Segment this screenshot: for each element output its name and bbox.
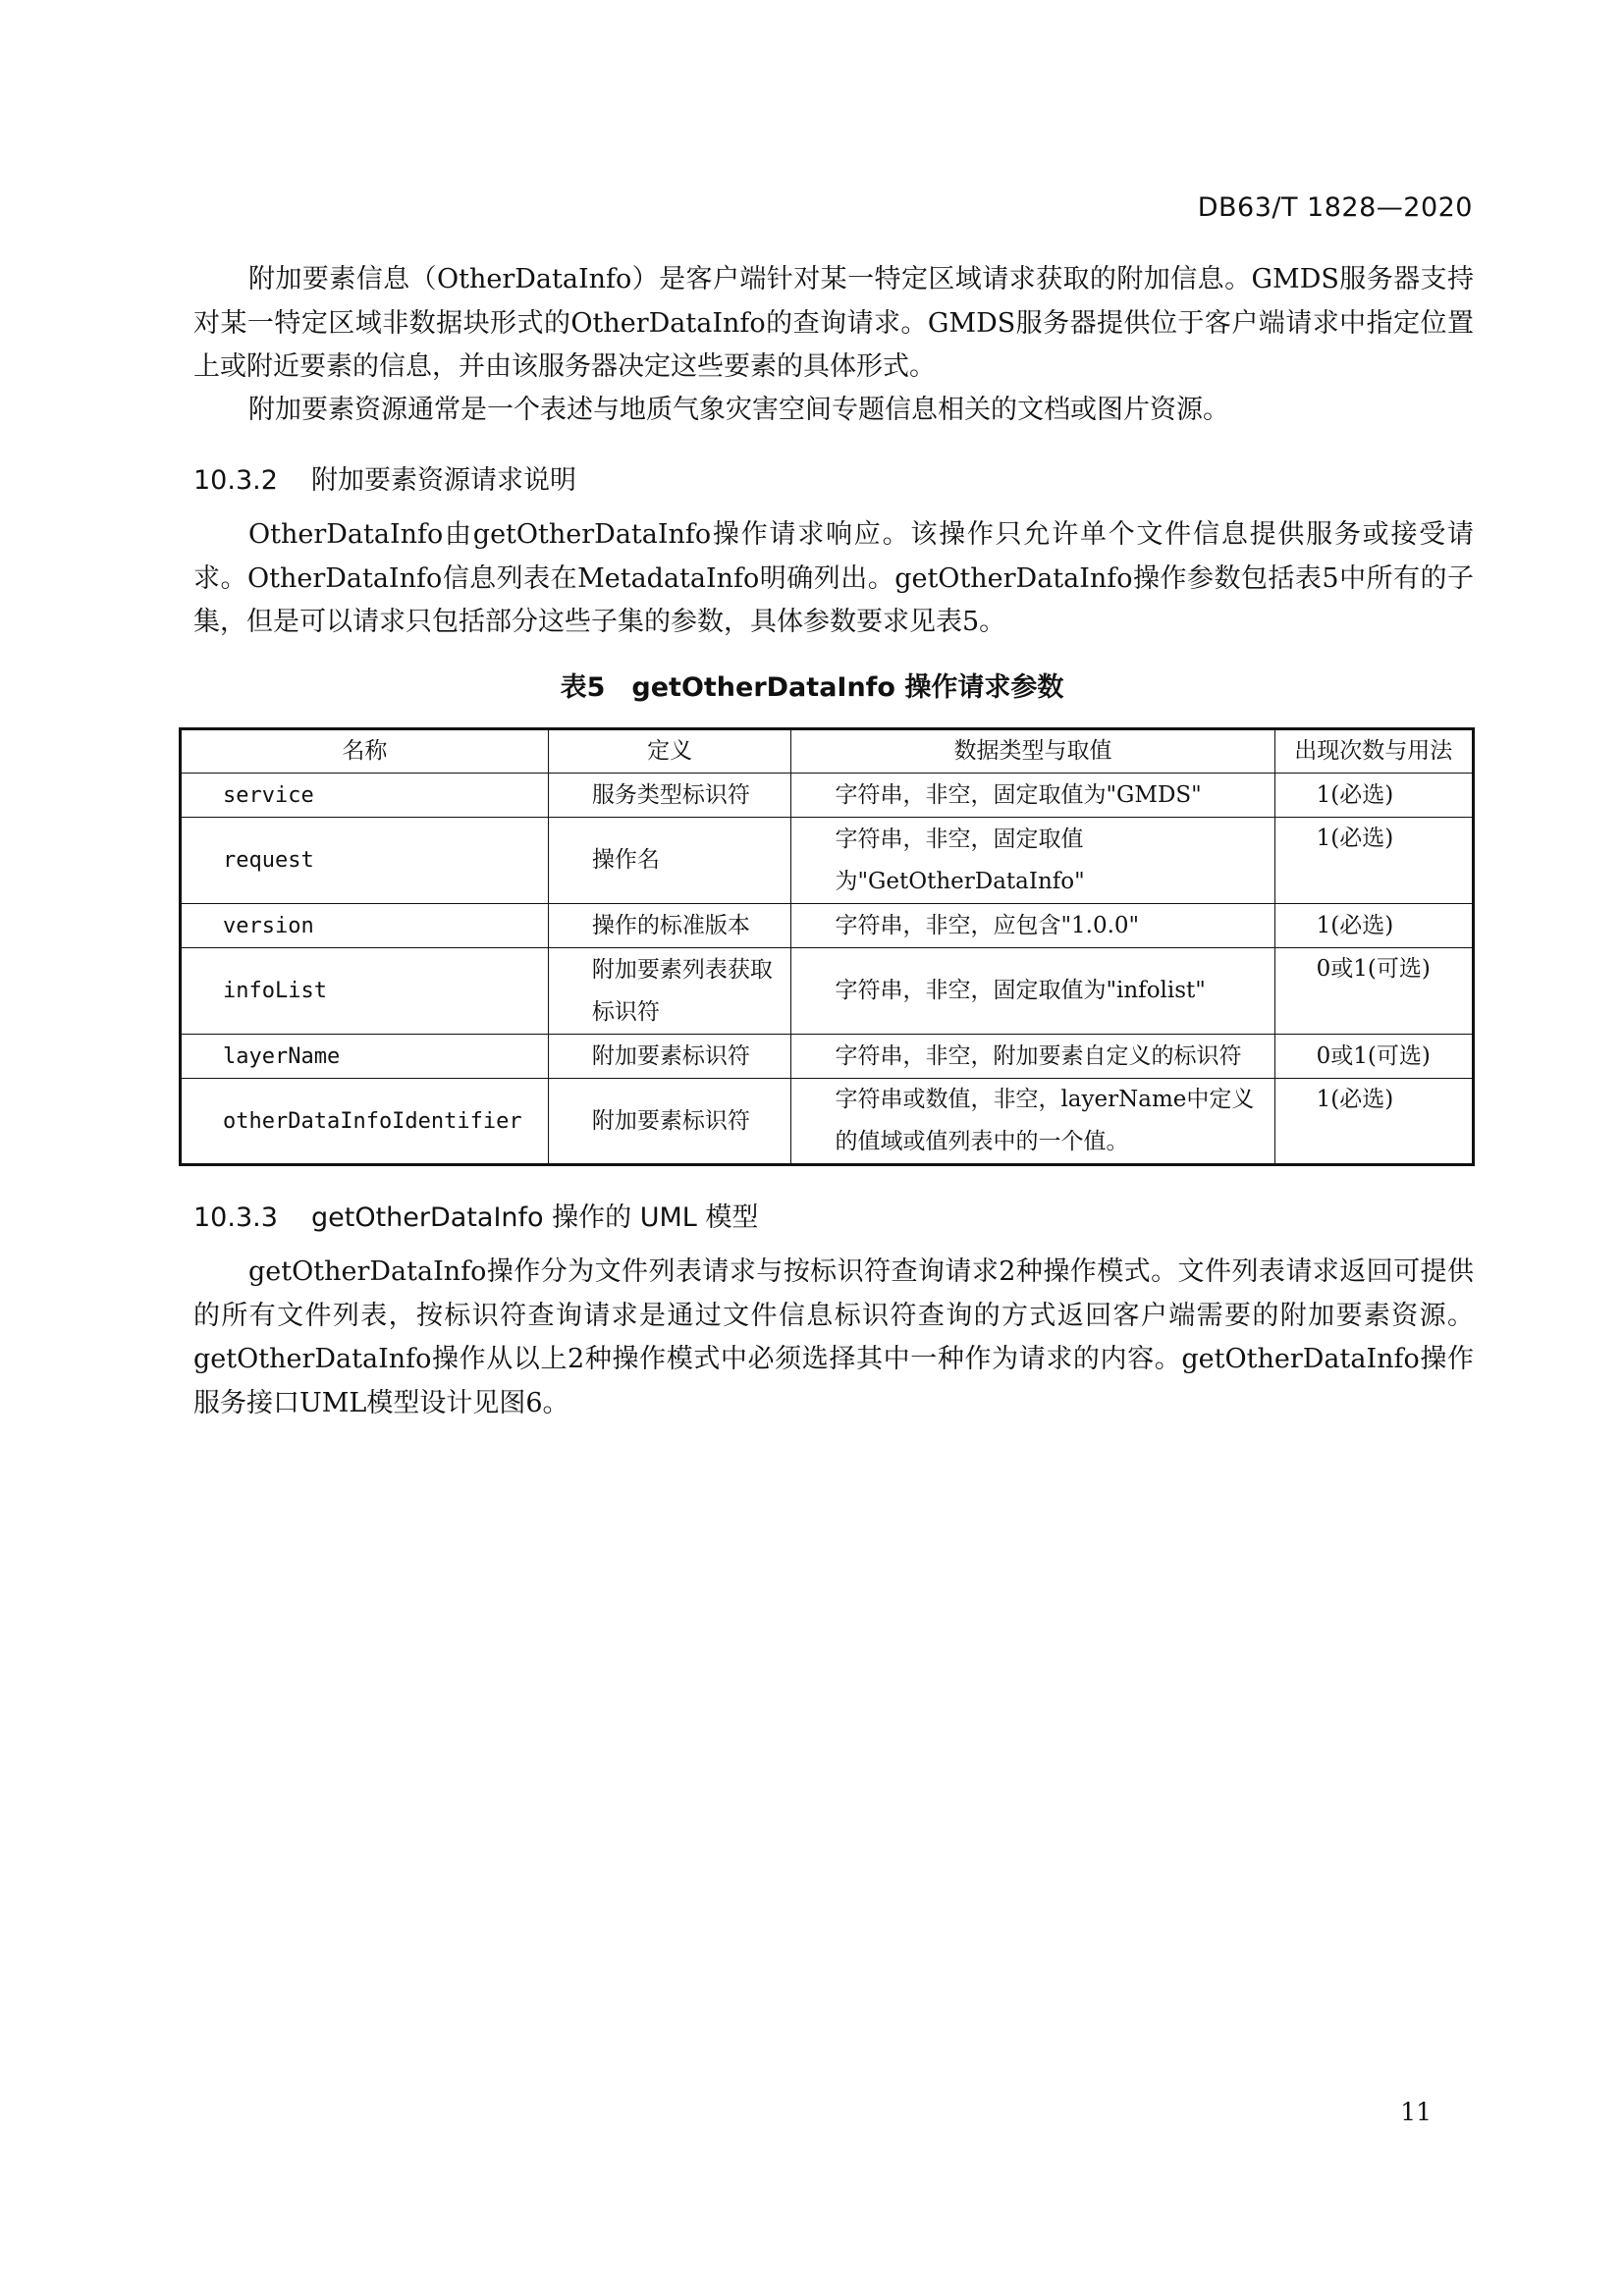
paragraph-uml-desc: getOtherDataInfo操作分为文件列表请求与按标识符查询请求2种操作模式。文件列表请求返回可提供的所有文件列表，按标识符查询请求是通过文件信息标识符查询的方式返回客户端需要的附加要素资源。getOtherDataInfo操作从以上2种操作模式中必须选择其中一种作为请求的内容。getOtherDataInfo操作服务接口UML模型设计见图6。 [193,1256,1474,1418]
table-cell: 附加要素标识符 [548,1079,791,1165]
paragraph-otherdatainfo-intro: 附加要素信息（OtherDataInfo）是客户端针对某一特定区域请求获取的附加信息。GMDS服务器支持对某一特定区域非数据块形式的OtherDataInfo的查询请求。GMDS服务器提供位于客户端请求中指定位置上或附近要素的信息，并由该服务器决定这些要素的具体形式。 [193,264,1474,382]
document-code: DB63/T 1828—2020 [1197,192,1473,223]
table-cell: 0或1(可选) [1274,1035,1473,1079]
table-header-cell: 名称 [181,729,549,774]
paragraph-resource-desc: 附加要素资源通常是一个表述与地质气象灾害空间专题信息相关的文档或图片资源。 [248,395,1229,425]
page-number: 11 [1400,2098,1432,2126]
table-cell: 操作的标准版本 [548,904,791,948]
parameter-table [179,727,1475,1166]
section-number: 10.3.2 [193,465,278,496]
table-cell: 字符串，非空，附加要素自定义的标识符 [791,1035,1274,1079]
section-heading-10-3-3 [193,1196,758,1234]
table-cell: 附加要素列表获取标识符 [548,948,791,1035]
table-cell: 1(必选) [1274,904,1473,948]
table-header-cell: 定义 [548,729,791,774]
table-cell: 字符串或数值，非空，layerName中定义的值域或值列表中的一个值。 [791,1079,1274,1165]
table-cell: service [181,774,549,818]
table-caption: 表5 getOtherDataInfo 操作请求参数 [560,672,1064,703]
table-cell: 0或1(可选) [1274,948,1473,1035]
paragraph-request-desc: OtherDataInfo由getOtherDataInfo操作请求响应。该操作只允许单个文件信息提供服务或接受请求。OtherDataInfo信息列表在MetadataInfo明确列出。getOtherDataInfo操作参数包括表5中所有的子集，但是可以请求只包括部分这些子集的参数，具体参数要求见表5。 [193,519,1474,637]
table-cell: layerName [181,1035,549,1079]
table-cell: 字符串，非空，固定取值为"GetOtherDataInfo" [791,818,1274,904]
table-row [181,1079,1474,1165]
table-header-cell: 出现次数与用法 [1274,729,1473,774]
table-row [181,1035,1474,1079]
table-cell: 操作名 [548,818,791,904]
section-title: 附加要素资源请求说明 [311,465,576,496]
section-title: getOtherDataInfo 操作的 UML 模型 [311,1202,759,1233]
table-cell: 1(必选) [1274,818,1473,904]
table-row [181,774,1474,818]
table-cell: request [181,818,549,904]
section-heading-10-3-2 [193,458,576,497]
table-cell: 1(必选) [1274,1079,1473,1165]
table-cell: 附加要素标识符 [548,1035,791,1079]
table-cell: otherDataInfoIdentifier [181,1079,549,1165]
table-row [181,818,1474,904]
table-header-cell: 数据类型与取值 [791,729,1274,774]
table-cell: 字符串，非空，固定取值为"GMDS" [791,774,1274,818]
table-header-row [181,729,1474,774]
section-number: 10.3.3 [193,1202,278,1233]
table-cell: version [181,904,549,948]
table-cell: 1(必选) [1274,774,1473,818]
table-cell: 服务类型标识符 [548,774,791,818]
table-cell: infoList [181,948,549,1035]
table-cell: 字符串，非空，应包含"1.0.0" [791,904,1274,948]
table-row [181,904,1474,948]
table-cell: 字符串，非空，固定取值为"infolist" [791,948,1274,1035]
table-row [181,948,1474,1035]
